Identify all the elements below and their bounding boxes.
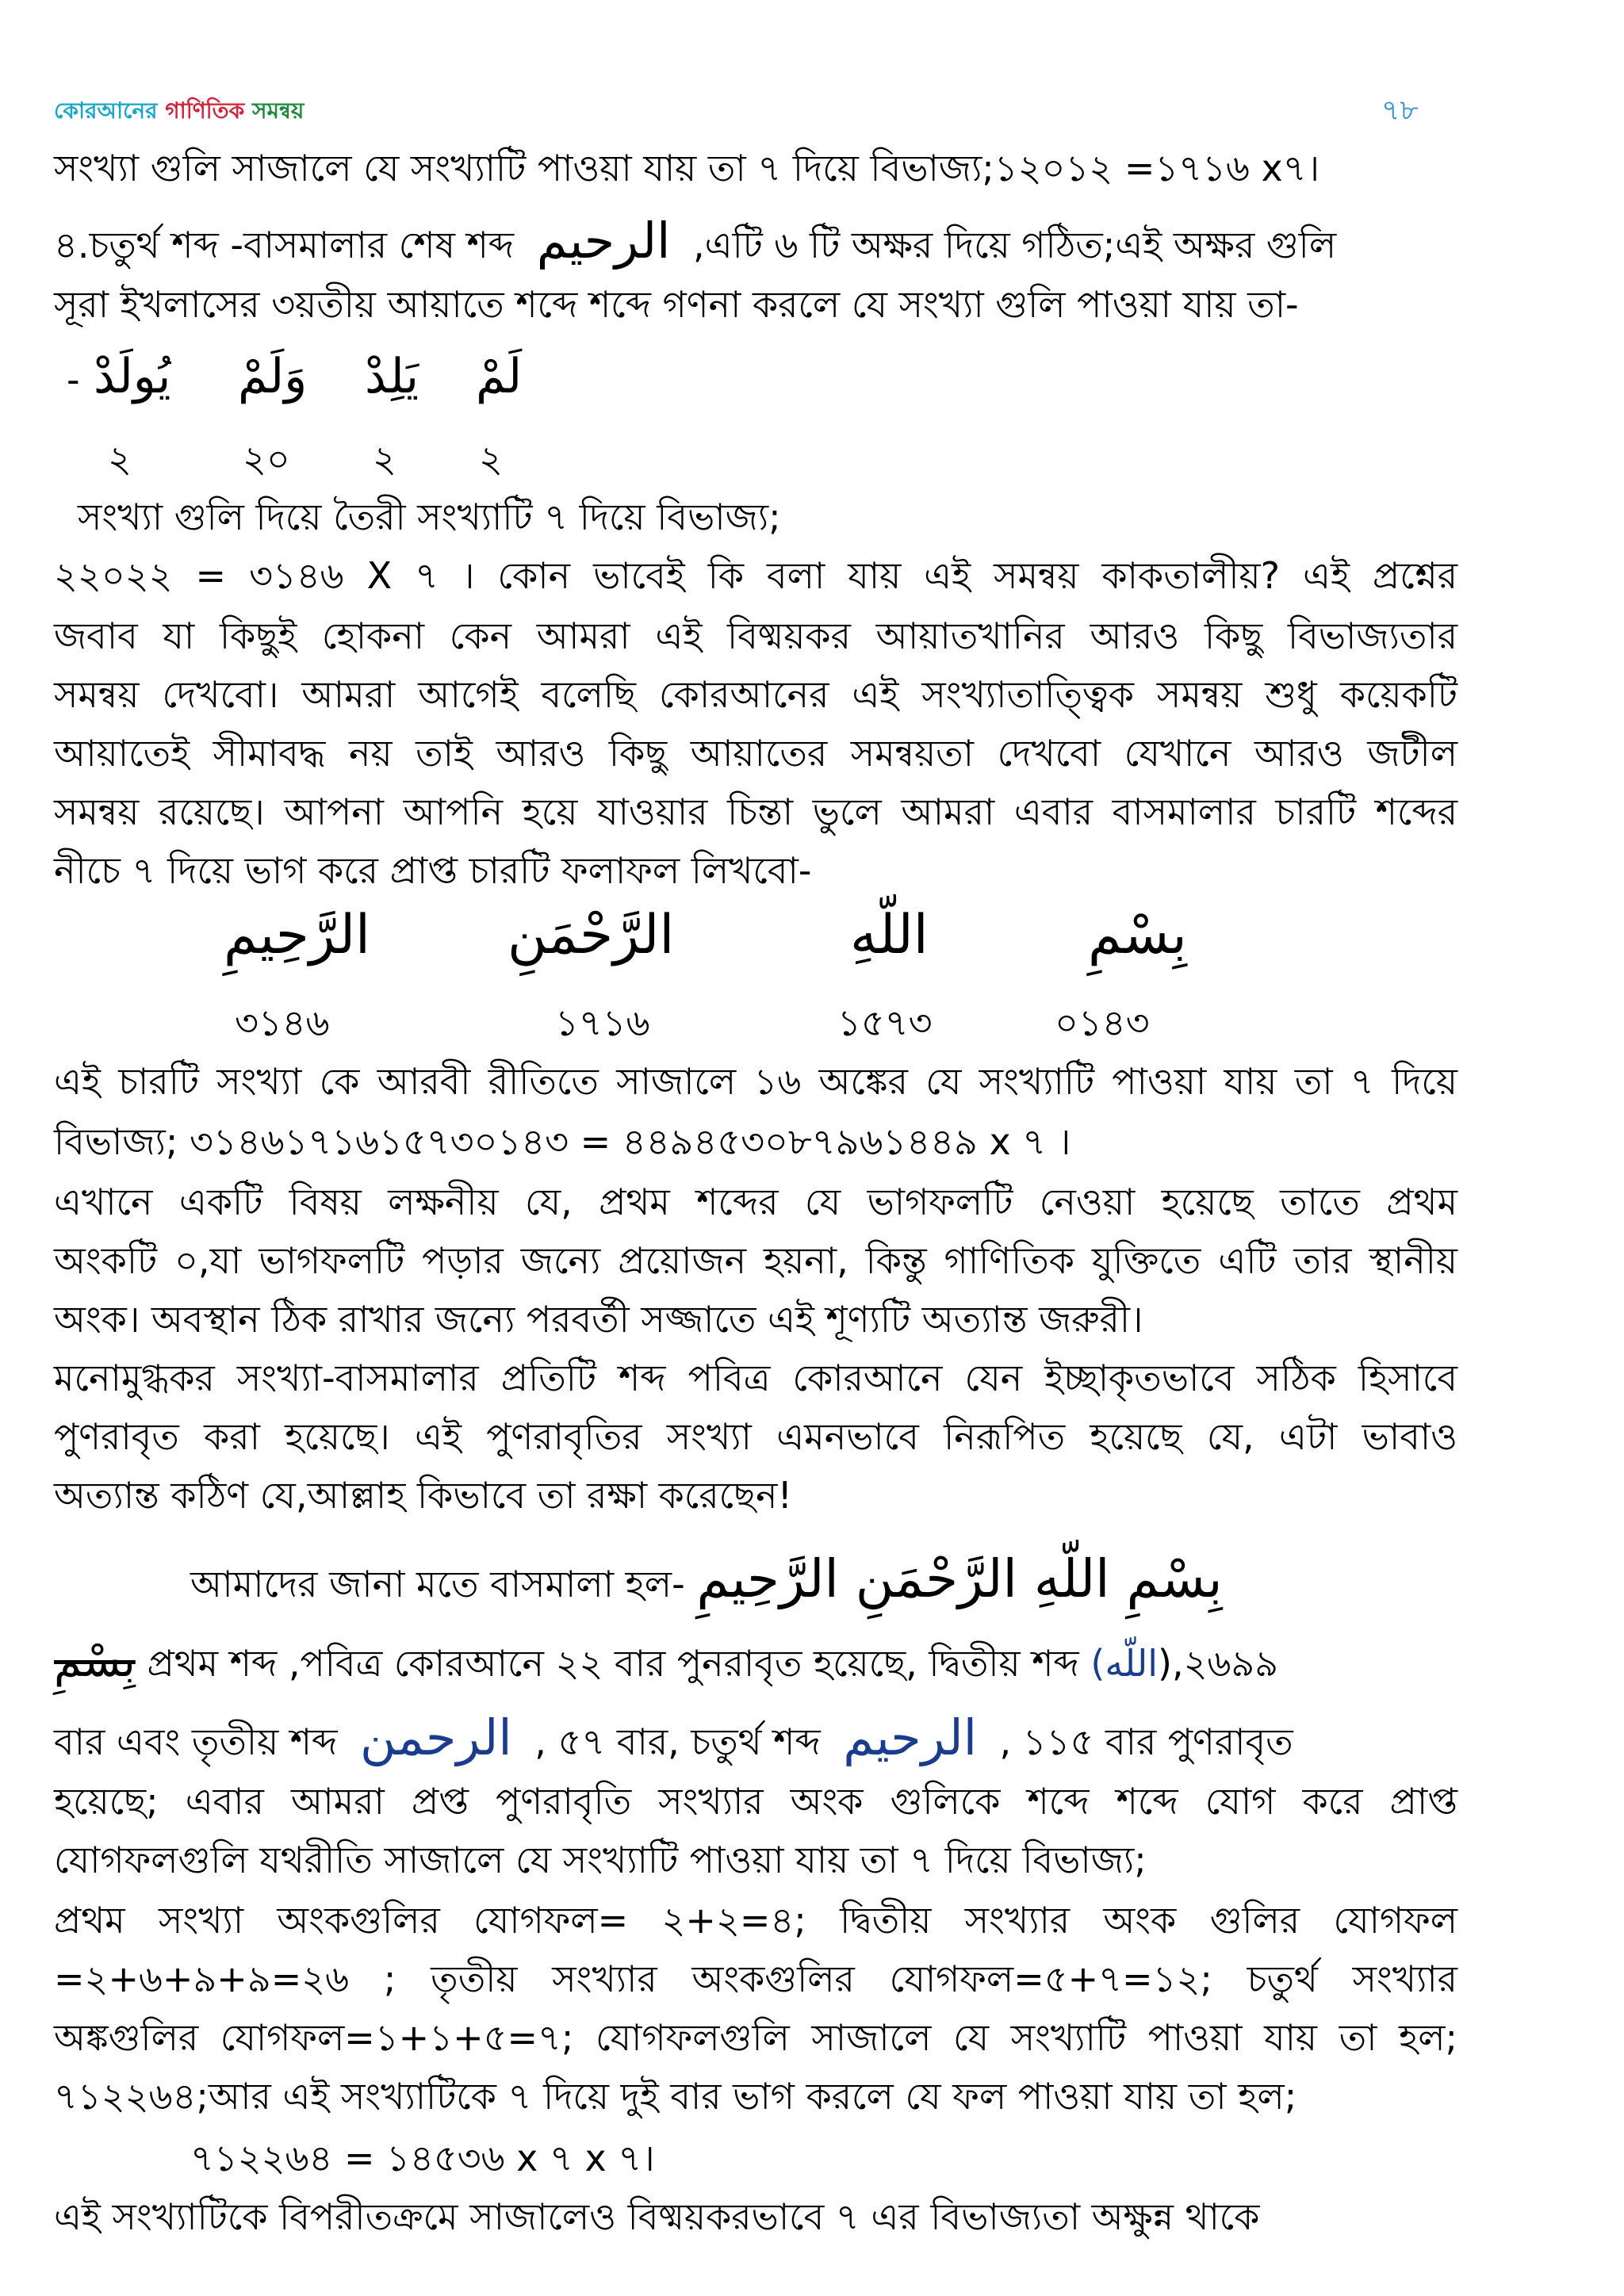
text-line: জবাব যা কিছুই হোকনা কেন আমরা এই বিষ্ময়কর আয়াতখানির আরও কিছু বিভাজ্যতার (54, 614, 1457, 657)
count-number: ২ (373, 438, 396, 480)
count-number: ২০ (243, 438, 290, 480)
header-title-part2: গাণিতিক (165, 98, 253, 124)
text-segment: প্রথম শব্দ ,পবিত্র কোরআনে ২২ বার পুনরাবৃত হয়েছে, দ্বিতীয় শব্দ (147, 1642, 1079, 1685)
text-line: যোগফলগুলি যথরীতি সাজালে যে সংখ্যাটি পাওয়া যায় তা ৭ দিয়ে বিভাজ্য; (54, 1839, 1147, 1881)
text-line: এই চারটি সংখ্যা কে আরবী রীতিতে সাজালে ১৬ অঙ্কের যে সংখ্যাটি পাওয়া যায় তা ৭ দিয়ে (54, 1060, 1457, 1103)
text-segment: ৪.চতুর্থ শব্দ -বাসমালার শেষ শব্দ (54, 224, 515, 266)
arabic-word-arrahman: الرَّحْمَنِ (508, 904, 675, 966)
text-line: সমন্বয় রয়েছে। আপনা আপনি হয়ে যাওয়ার চিন্তা ভুলে আমরা এবার বাসমালার চারটি শব্দের (54, 790, 1457, 833)
text-line: মনোমুগ্ধকর সংখ্যা-বাসমালার প্রতিটি শব্দ পবিত্র কোরআনে যেন ইচ্ছাকৃতভাবে সঠিক হিসাবে (54, 1357, 1457, 1399)
arabic-word-bismi: بِسْمِ (1088, 904, 1187, 966)
text-line: প্রথম সংখ্যা অংকগুলির যোগফল= ২+২=৪; দ্বিতীয় সংখ্যার অংক গুলির যোগফল (54, 1899, 1457, 1942)
dash: - (67, 358, 80, 401)
basmala-arabic: بِسْمِ اللّهِ الرَّحْمَنِ الرَّحِيمِ (696, 1548, 1223, 1609)
header-title-part1: কোরআনের (54, 98, 166, 124)
arabic-word-walam: وَلَمْ (238, 349, 308, 404)
text-line: সমন্বয় দেখবো। আমরা আগেই বলেছি কোরআনের এই সংখ্যাতাত্ত্বিক সমন্বয় শুধু কয়েকটি (54, 673, 1457, 716)
text-line: ৭১২২৬৪ = ১৪৫৩৬ x ৭ x ৭। (190, 2137, 655, 2179)
quotient-number: ১৭১৬ (555, 1001, 650, 1044)
arabic-word-arraheem: الرحيم (843, 1709, 977, 1766)
text-line: পুণরাবৃত করা হয়েছে। এই পুণরাবৃতির সংখ্যা এমনভাবে নিরূপিত হয়েছে যে, এটা ভাবাও (54, 1415, 1457, 1458)
text-line: অংক। অবস্থান ঠিক রাখার জন্যে পরবর্তী সজ্জাতে এই শূণ্যটি অত্যান্ত জরুরী। (54, 1298, 1143, 1341)
arabic-word-allah: اللّهِ (850, 904, 929, 966)
arabic-word-bismi: بِسْمِ (54, 1636, 136, 1687)
text-line: এখানে একটি বিষয় লক্ষনীয় যে, প্রথম শব্দের যে ভাগফলটি নেওয়া হয়েছে তাতে প্রথম (54, 1181, 1457, 1223)
arabic-word-arrahman: الرحمن (359, 1709, 512, 1766)
text-line (54, 212, 1457, 270)
text-line: অত্যান্ত কঠিণ যে,আল্লাহ কিভাবে তা রক্ষা করেছেন! (54, 1474, 792, 1517)
paren-close: ), (1158, 1642, 1184, 1685)
count-number: ২ (479, 438, 503, 480)
text-line: ৭১২২৬৪;আর এই সংখ্যাটিকে ৭ দিয়ে দুই বার ভাগ করলে যে ফল পাওয়া যায় তা হল; (54, 2075, 1297, 2118)
arabic-word: الرحيم (536, 212, 671, 270)
text-line: ২২০২২ = ৩১৪৬ X ৭ । কোন ভাবেই কি বলা যায় এই সমন্বয় কাকতালীয়? এই প্রশ্নের (54, 554, 1457, 597)
arabic-word-lam: لَمْ (476, 349, 523, 404)
text-line: অঙ্কগুলির যোগফল=১+১+৫=৭; যোগফলগুলি সাজালে যে সংখ্যাটি পাওয়া যায় তা হল; (54, 2016, 1457, 2059)
arabic-word-allah: اللّه (1105, 1642, 1158, 1685)
text-segment: ২৬৯৯ (1183, 1642, 1279, 1685)
text-segment: , ৫৭ বার, চতুর্থ শব্দ (534, 1720, 821, 1763)
count-number: ২ (108, 438, 132, 480)
basmala-label: আমাদের জানা মতে বাসমালা হল- (190, 1563, 685, 1605)
text-line: এই সংখ্যাটিকে বিপরীতক্রমে সাজালেও বিষ্ময়করভাবে ৭ এর বিভাজ্যতা অক্ষুন্ন থাকে (54, 2195, 1260, 2238)
arabic-word-arraheem: الرَّحِيمِ (224, 904, 370, 966)
quotient-number: ০১৪৩ (1055, 1001, 1150, 1044)
text-line: হয়েছে; এবার আমরা প্রপ্ত পুণরাবৃতি সংখ্যার অংক গুলিকে শব্দে শব্দে যোগ করে প্রাপ্ত (54, 1780, 1457, 1823)
text-line: নীচে ৭ দিয়ে ভাগ করে প্রাপ্ত চারটি ফলাফল লিখবো- (54, 849, 812, 892)
text-line (54, 1709, 1457, 1767)
text-line: =২+৬+৯+৯=২৬ ; তৃতীয় সংখ্যার অংকগুলির যোগফল=৫+৭=১২; চতুর্থ সংখ্যার (54, 1957, 1457, 2000)
text-segment: , ১১৫ বার পুণরাবৃত (999, 1720, 1293, 1763)
arabic-word-yalid: يَلِدْ (365, 349, 419, 404)
running-header (54, 94, 304, 131)
text-line (54, 1636, 1457, 1689)
text-line: অংকটি ০,যা ভাগফলটি পড়ার জন্যে প্রয়োজন হয়না, কিন্তু গাণিতিক যুক্তিতে এটি তার স্থানীয় (54, 1239, 1457, 1282)
text-segment: ,এটি ৬ টি অক্ষর দিয়ে গঠিত;এই অক্ষর গুলি (692, 224, 1337, 266)
text-line: সংখ্যা গুলি সাজালে যে সংখ্যাটি পাওয়া যায় তা ৭ দিয়ে বিভাজ্য;১২০১২ =১৭১৬ x৭। (54, 147, 1320, 189)
basmala-line (190, 1548, 1300, 1609)
text-segment: বার এবং তৃতীয় শব্দ (54, 1720, 338, 1763)
header-title-part3: সমন্বয় (252, 98, 304, 124)
quotient-number: ৩১৪৬ (235, 1001, 330, 1044)
quotient-number: ১৫৭৩ (837, 1001, 933, 1044)
text-line: আয়াতেই সীমাবদ্ধ নয় তাই আরও কিছু আয়াতের সমন্বয়তা দেখবো যেখানে আরও জটীল (54, 732, 1457, 775)
text-line: সূরা ইখলাসের ৩য়তীয় আয়াতে শব্দে শব্দে গণনা করলে যে সংখ্যা গুলি পাওয়া যায় তা- (54, 283, 1299, 326)
arabic-word-yulad: يُولَدْ (94, 349, 171, 404)
page-number: ৭৮ (1381, 94, 1419, 127)
text-line: বিভাজ্য; ৩১৪৬১৭১৬১৫৭৩০১৪৩ = ৪৪৯৪৫৩০৮৭৯৬১৪৪৯ x ৭ । (54, 1120, 1071, 1163)
paren-open: ( (1090, 1642, 1105, 1685)
text-line: সংখ্যা গুলি দিয়ে তৈরী সংখ্যাটি ৭ দিয়ে বিভাজ্য; (78, 496, 781, 538)
